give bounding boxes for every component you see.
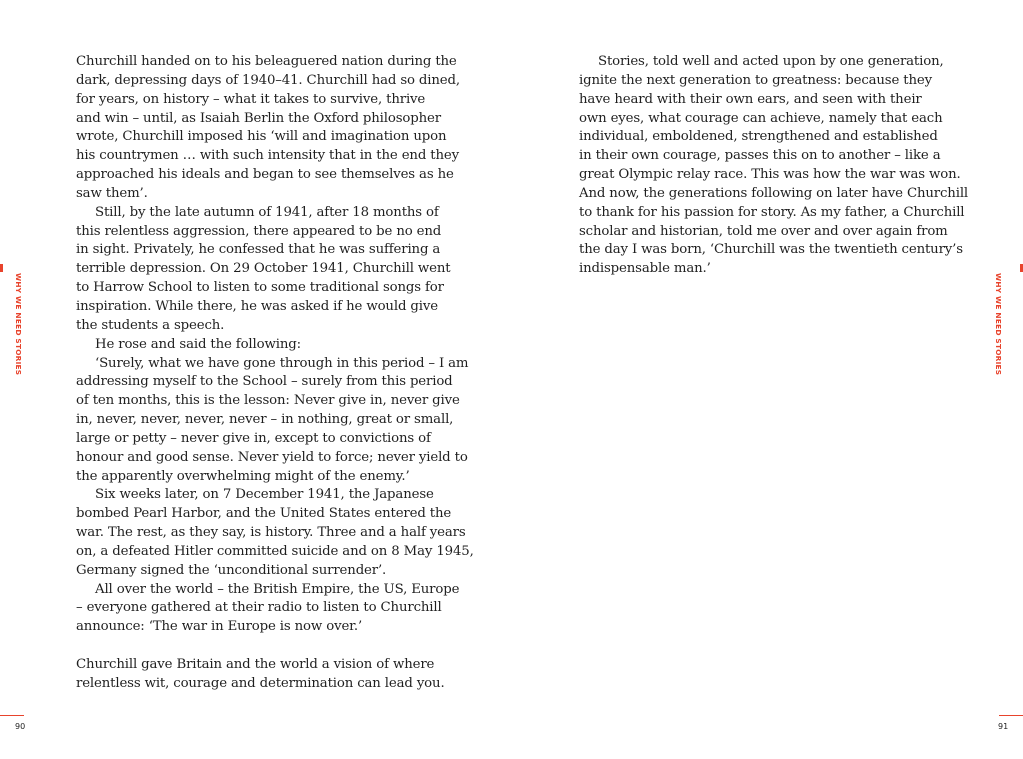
text-line: of ten months, this is the lesson: Never give in, never give [76, 393, 460, 409]
text-line: to Harrow School to listen to some traditional songs for [76, 280, 444, 296]
folio-rule-right [999, 715, 1023, 716]
text-line: saw them’. [76, 185, 148, 201]
text-line: for years, on history – what it takes to survive, thrive [76, 91, 426, 107]
text-line: scholar and historian, told me over and over again from [579, 223, 948, 239]
text-line: in their own courage, passes this on to another – like a [579, 148, 941, 164]
text-line: terrible depression. On 29 October 1941, Churchill went [76, 261, 451, 277]
text-line: individual, emboldened, strengthened and established [579, 129, 938, 145]
text-line: inspiration. While there, he was asked if he would give [76, 298, 438, 314]
text-line: He rose and said the following: [95, 336, 301, 352]
folio-rule-left [0, 715, 24, 716]
text-line: and win – until, as Isaiah Berlin the Oxford philosopher [76, 110, 441, 126]
text-line: All over the world – the British Empire, the US, Europe [95, 581, 460, 597]
running-head-right: WHY WE NEED STORIES [994, 273, 1003, 376]
text-line: the students a speech. [76, 317, 225, 333]
text-line: to thank for his passion for story. As my father, a Churchill [579, 204, 965, 220]
text-line: Still, by the late autumn of 1941, after 18 months of [95, 204, 439, 220]
text-line: have heard with their own ears, and seen with their [579, 91, 922, 107]
text-line: dark, depressing days of 1940–41. Churchill had so dined, [76, 72, 460, 88]
text-line: in, never, never, never, never – in nothing, great or small, [76, 412, 454, 428]
text-line: war. The rest, as they say, is history. Three and a half years [76, 525, 466, 541]
text-line: in sight. Privately, he confessed that he was suffering a [76, 242, 441, 258]
text-line: own eyes, what courage can achieve, namely that each [579, 110, 943, 126]
text-line: large or petty – never give in, except to convictions of [76, 430, 431, 446]
text-line: approached his ideals and began to see themselves as he [76, 167, 454, 183]
text-line: honour and good sense. Never yield to force; never yield to [76, 449, 468, 465]
text-line: indispensable man.’ [579, 261, 711, 277]
running-head-left: WHY WE NEED STORIES [14, 273, 23, 376]
text-line: announce: ‘The war in Europe is now over.’ [76, 619, 363, 635]
text-line: Germany signed the ‘unconditional surrender’. [76, 562, 387, 578]
text-line: ‘Surely, what we have gone through in this period – I am [95, 355, 469, 371]
text-line: Churchill handed on to his beleaguered nation during the [76, 54, 457, 69]
left-body-text [76, 53, 474, 694]
text-line: bombed Pearl Harbor, and the United States entered the [76, 506, 452, 522]
text-line: great Olympic relay race. This was how the war was won. [579, 167, 961, 183]
text-line: addressing myself to the School – surely from this period [76, 374, 453, 390]
text-line: the apparently overwhelming might of the enemy.’ [76, 468, 410, 484]
text-line: his countrymen … with such intensity that in the end they [76, 148, 459, 164]
text-line: this relentless aggression, there appeared to be no end [76, 223, 442, 239]
paragraph-gap [76, 637, 448, 656]
page-number-right: 91 [998, 722, 1009, 731]
text-line: ignite the next generation to greatness: because they [579, 72, 932, 88]
page-number-left: 90 [15, 722, 26, 731]
text-line: Six weeks later, on 7 December 1941, the Japanese [95, 487, 434, 503]
text-line: the day I was born, ‘Churchill was the twentieth century’s [579, 242, 963, 258]
text-line: And now, the generations following on later have Churchill [579, 185, 969, 201]
text-line: wrote, Churchill imposed his ‘will and imagination upon [76, 129, 447, 145]
text-line: Stories, told well and acted upon by one generation, [598, 54, 944, 69]
text-line: relentless wit, courage and determination can lead you. [76, 675, 445, 691]
right-body-text [579, 53, 969, 279]
right-page [512, 0, 1023, 759]
text-line: – everyone gathered at their radio to listen to Churchill [76, 600, 442, 616]
left-page [0, 0, 511, 759]
thumb-tab-marker [0, 264, 3, 272]
text-line: Churchill gave Britain and the world a vision of where [76, 657, 435, 672]
text-line: on, a defeated Hitler committed suicide and on 8 May 1945, [76, 543, 474, 559]
